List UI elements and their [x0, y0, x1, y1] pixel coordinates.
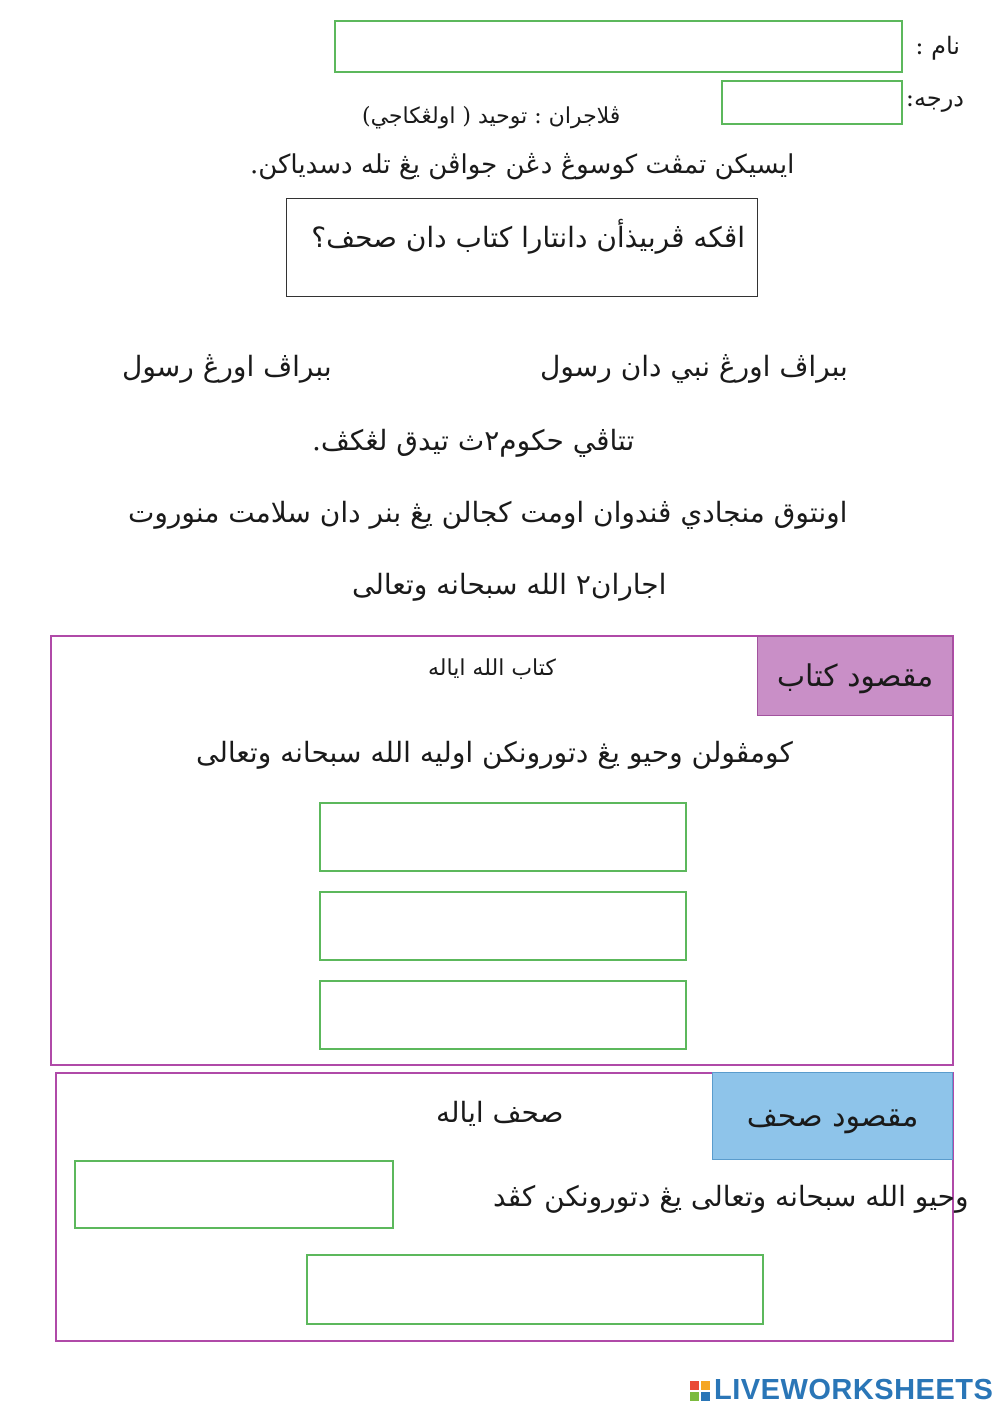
kitab-definition-line: كومڤولن وحيو يڠ دتورونكن اوليه الله سبحانه وتعالى [196, 736, 793, 769]
kitab-drop-box-1[interactable] [319, 802, 687, 872]
liveworksheets-logo-text: LIVEWORKSHEETS [714, 1374, 994, 1406]
instruction-text: ايسيكن تمڤت كوسوڠ دڠن جواڤن يڠ تله دسدياكن. [250, 150, 795, 180]
suhuf-drop-box-1[interactable] [74, 1160, 394, 1229]
answer-option-right[interactable]: ببراڤ اورڠ نبي دان رسول [540, 350, 848, 383]
grade-input[interactable] [721, 80, 903, 125]
suhuf-definition-start: صحف اياله [436, 1096, 564, 1129]
suhuf-drop-box-2[interactable] [306, 1254, 764, 1325]
suhuf-tag: مقصود صحف [712, 1072, 953, 1160]
question-box [286, 198, 758, 297]
question-text: اڤكه ڤربيذأن دانتارا كتاب دان صحف؟ [311, 221, 745, 254]
name-label: نام : [915, 32, 960, 60]
liveworksheets-logo [690, 1374, 993, 1407]
kitab-drop-box-3[interactable] [319, 980, 687, 1050]
body-line-2: اونتوق منجادي ڤندوان اومت كجالن يڠ بنر دان سلامت منوروت [128, 496, 848, 529]
suhuf-definition-line: وحيو الله سبحانه وتعالى يڠ دتورونكن كڤد [493, 1180, 969, 1213]
name-input[interactable] [334, 20, 903, 73]
body-line-3: اجاران٢ الله سبحانه وتعالى [352, 568, 667, 601]
body-line-1: تتاڤي حكوم٢ث تيدق لڠكڤ. [312, 424, 635, 457]
kitab-drop-box-2[interactable] [319, 891, 687, 961]
kitab-tag: مقصود كتاب [757, 636, 953, 716]
grade-label: درجه: [905, 84, 964, 112]
liveworksheets-logo-icon [690, 1381, 710, 1401]
subject-line: ڤلاجران : توحيد ( اولڠكاجي) [362, 104, 621, 129]
answer-option-left[interactable]: ببراڤ اورڠ رسول [122, 350, 332, 383]
kitab-definition-start: كتاب الله اياله [428, 656, 556, 681]
